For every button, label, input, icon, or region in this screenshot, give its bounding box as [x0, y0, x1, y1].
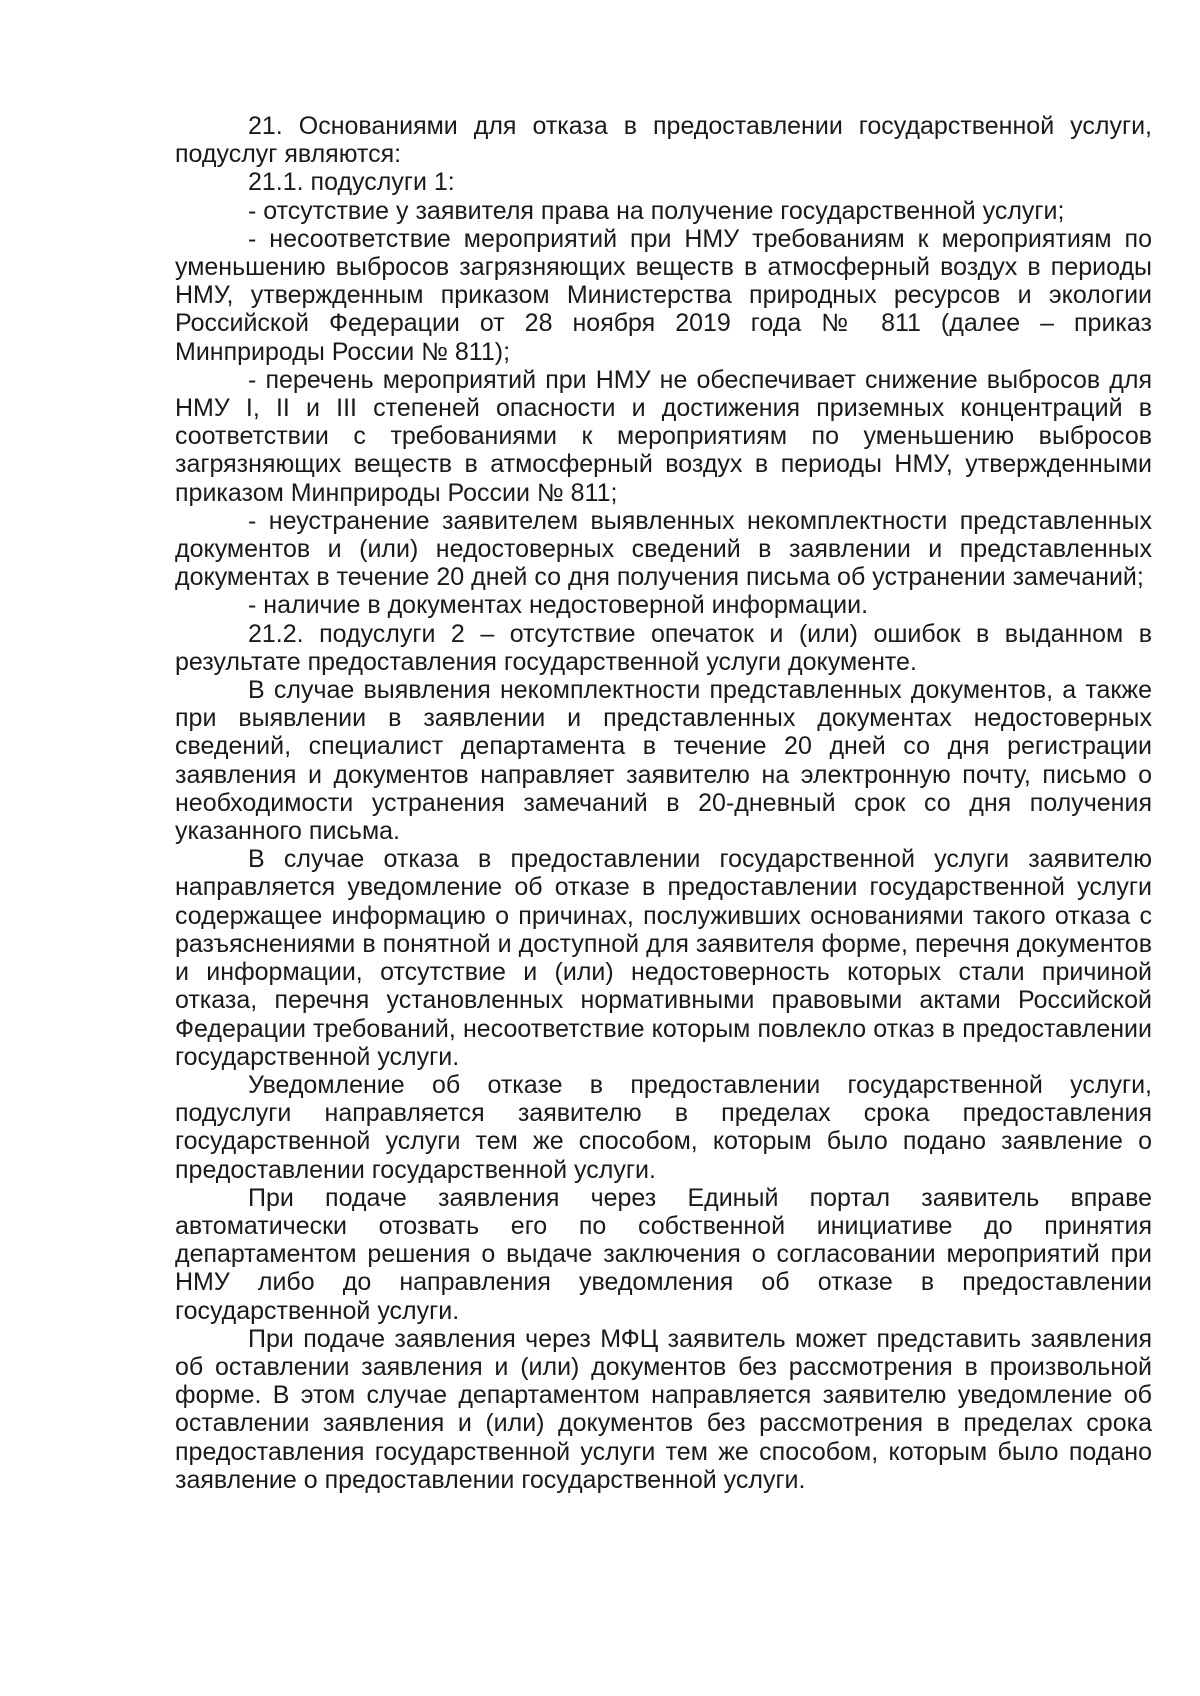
paragraph-21-heading: 21. Основаниями для отказа в предоставлении государственной услуги, подуслуг являются:: [175, 112, 1152, 169]
paragraph-refusal: В случае отказа в предоставлении государственной услуги заявителю направляется уведомление об отказе в предоставлении государственной услуги содержащее информацию о причинах, послуживших основаниями такого отказа с разъяснениями в понятной и доступной для заявителя форме, перечня документов и информации, отсутствие и (или) недостоверность которых стали причиной отказа, перечня установленных нормативными правовыми актами Российской Федерации требований, несоответствие которым повлекло отказ в предоставлении государственной услуги.: [175, 845, 1152, 1071]
paragraph-incompleteness: В случае выявления некомплектности представленных документов, а также при выявлении в заявлении и представленных документах недостоверных сведений, специалист департамента в течение 20 дней со дня регистрации заявления и документов направляет заявителю на электронную почту, письмо о необходимости устранения замечаний в 20-дневный срок со дня получения указанного письма.: [175, 676, 1152, 846]
document-body: [175, 112, 1152, 1494]
paragraph-21-1-heading: 21.1. подуслуги 1:: [248, 168, 455, 197]
list-item-false-info: - наличие в документах недостоверной информации.: [248, 591, 869, 620]
list-item-no-reduction: - перечень мероприятий при НМУ не обеспечивает снижение выбросов для НМУ I, II и III степеней опасности и достижения приземных концентраций в соответствии с требованиями к мероприятиям по уменьшению выбросов загрязняющих веществ в атмосферный воздух в периоды НМУ, утвержденными приказом Минприроды России № 811;: [175, 365, 1152, 507]
paragraph-21-2: 21.2. подуслуги 2 – отсутствие опечаток и (или) ошибок в выданном в результате предоставления государственной услуги документе.: [175, 619, 1152, 676]
paragraph-unified-portal: При подаче заявления через Единый портал заявитель вправе автоматически отозвать его по собственной инициативе до принятия департаментом решения о выдаче заключения о согласовании мероприятий при НМУ либо до направления уведомления об отказе в предоставлении государственной услуги.: [175, 1183, 1152, 1325]
list-item-not-eliminated: - неустранение заявителем выявленных некомплектности представленных документов и (или) недостоверных сведений в заявлении и представленных документах в течение 20 дней со дня получения письма об устранении замечаний;: [175, 506, 1152, 592]
paragraph-mfc: При подаче заявления через МФЦ заявитель может представить заявления об оставлении заявления и (или) документов без рассмотрения в произвольной форме. В этом случае департаментом направляется заявителю уведомление об оставлении заявления и (или) документов без рассмотрения в пределах срока предоставления государственной услуги тем же способом, которым было подано заявление о предоставлении государственной услуги.: [175, 1324, 1152, 1494]
list-item-no-right: - отсутствие у заявителя права на получение государственной услуги;: [248, 196, 1065, 225]
paragraph-refusal-notice: Уведомление об отказе в предоставлении государственной услуги, подуслуги направляется заявителю в пределах срока предоставления государственной услуги тем же способом, которым было подано заявление о предоставлении государственной услуги.: [175, 1070, 1152, 1184]
list-item-nonconformity: - несоответствие мероприятий при НМУ требованиям к мероприятиям по уменьшению выбросов загрязняющих веществ в атмосферный воздух в периоды НМУ, утвержденным приказом Министерства природных ресурсов и экологии Российской Федерации от 28 ноября 2019 года № 811 (далее – приказ Минприроды России № 811);: [175, 224, 1152, 366]
